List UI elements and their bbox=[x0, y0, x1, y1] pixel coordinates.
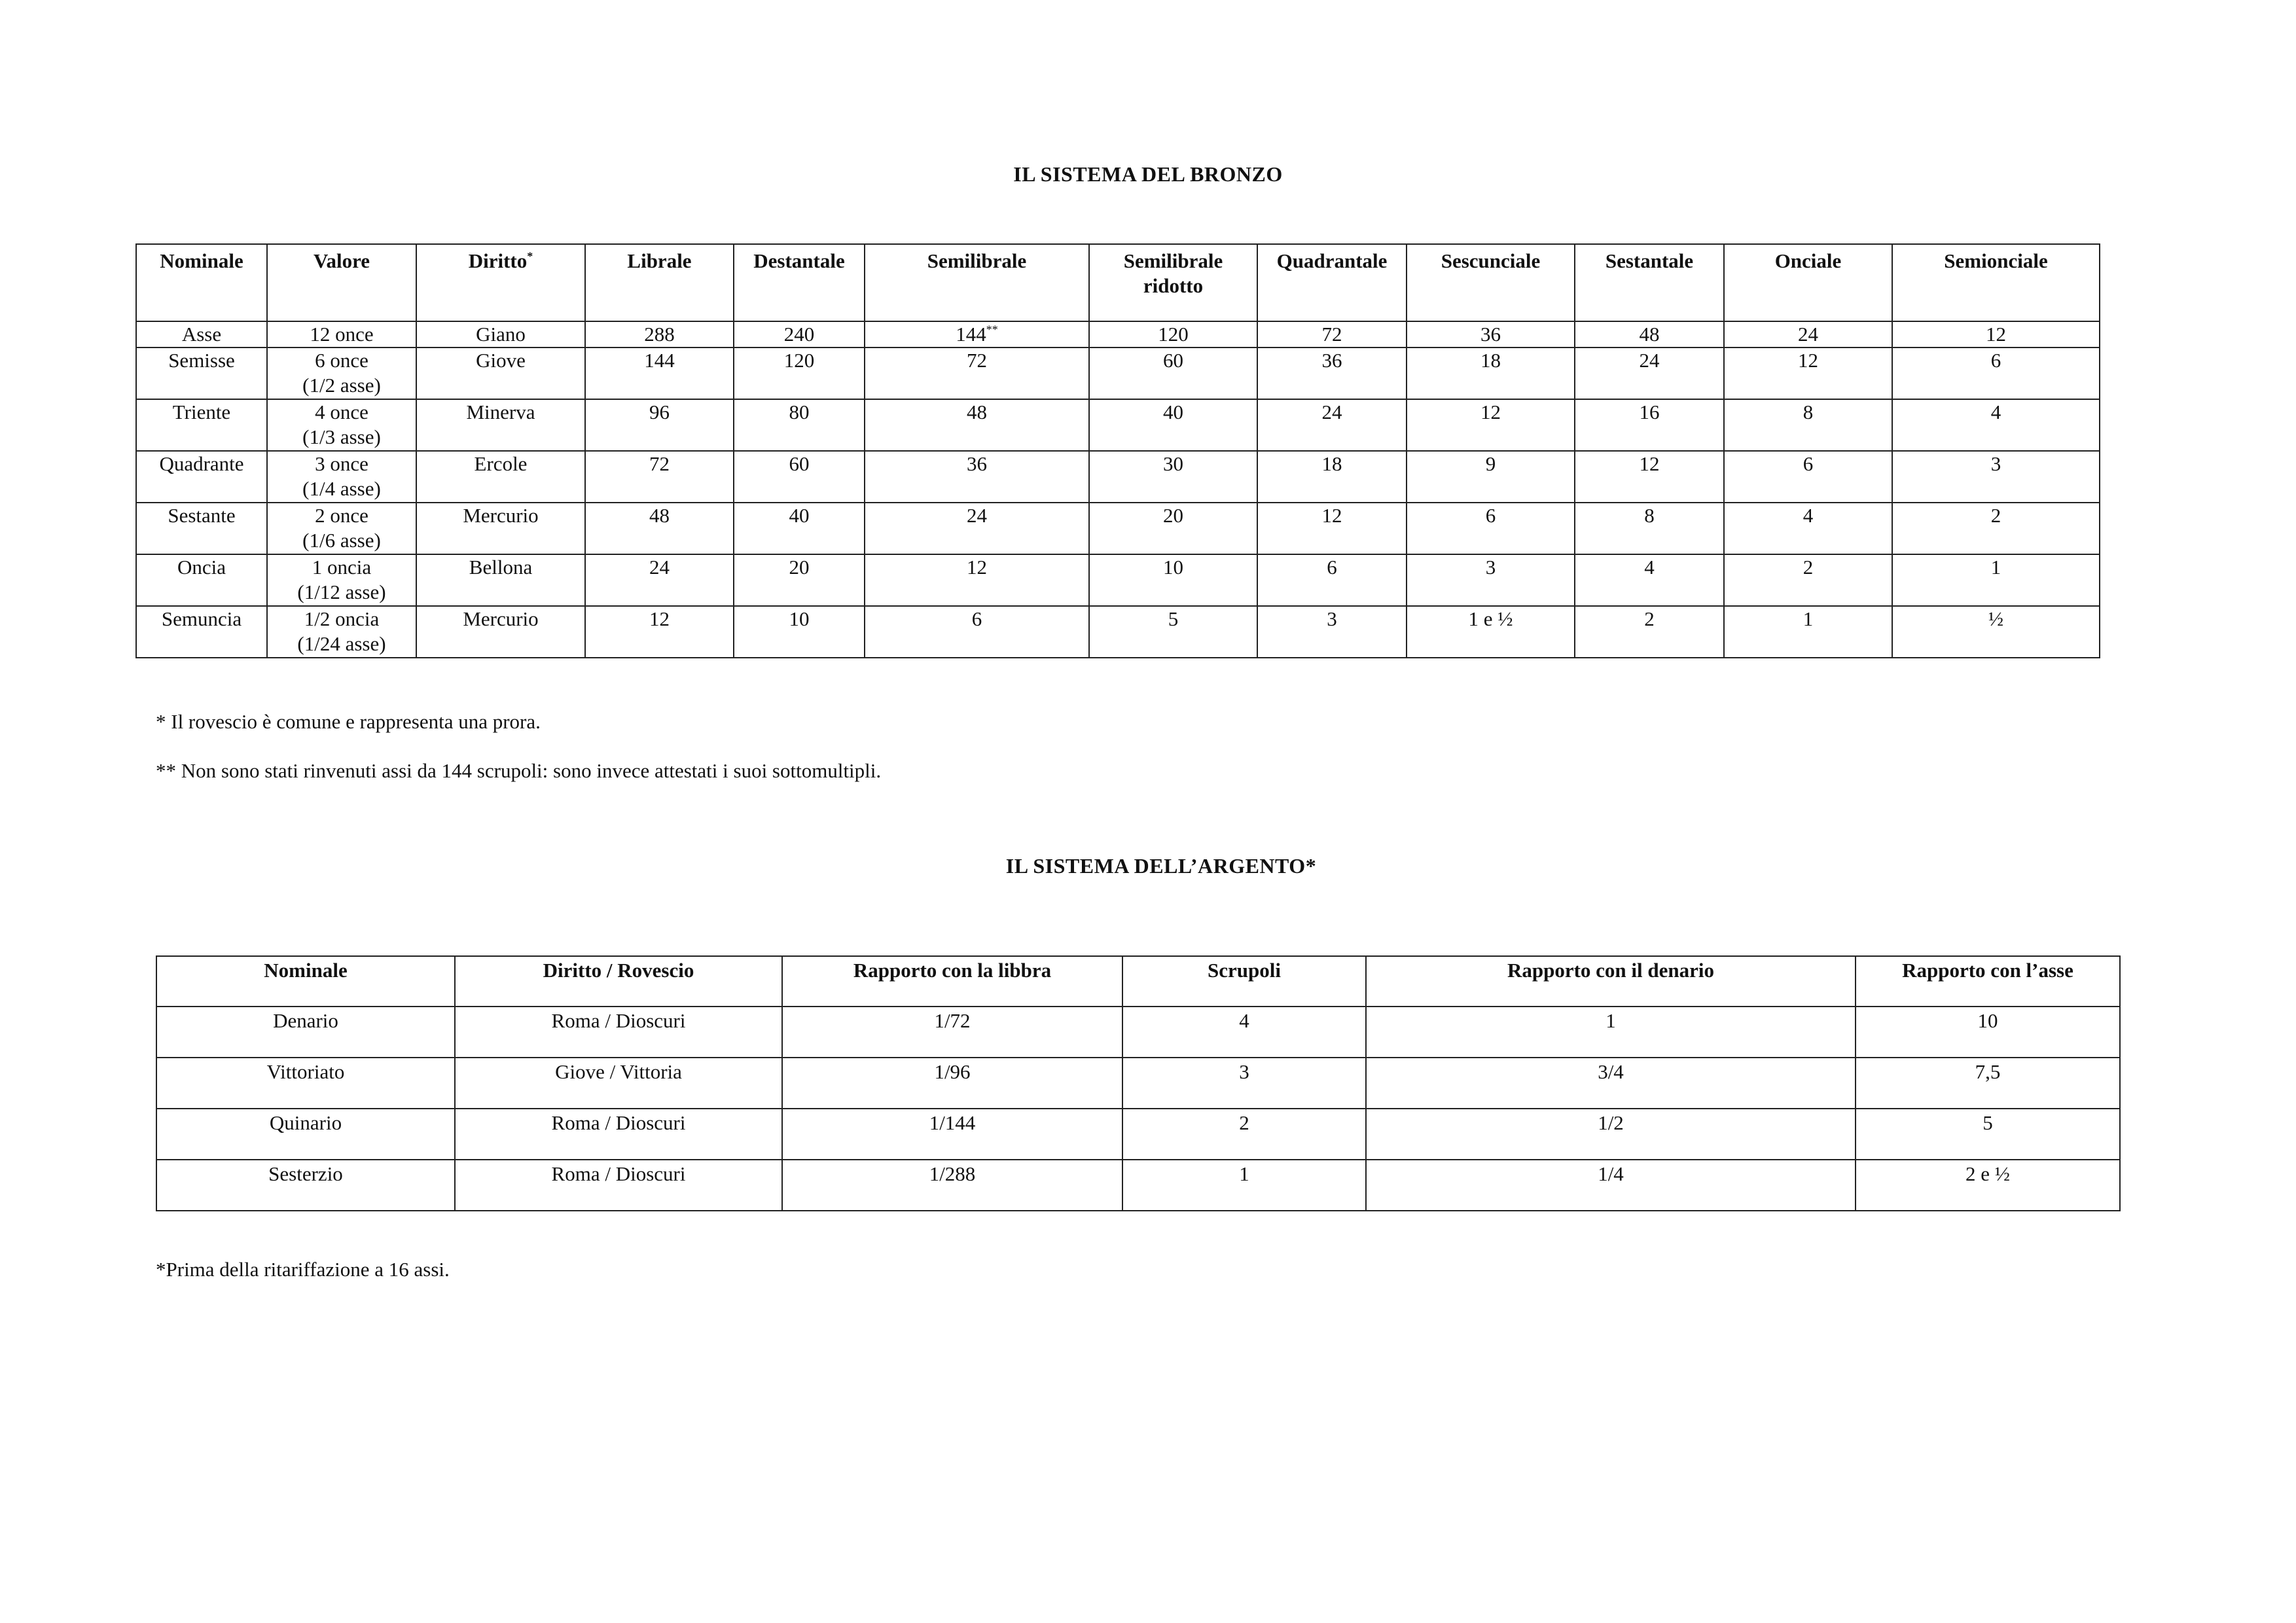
cell-quadrantale: 18 bbox=[1257, 451, 1407, 503]
cell-rapporto-asse: 5 bbox=[1856, 1109, 2120, 1160]
cell-sestantale: 2 bbox=[1575, 606, 1724, 658]
cell-semionciale: 3 bbox=[1892, 451, 2100, 503]
cell-semionciale: 1 bbox=[1892, 554, 2100, 606]
cell-scrupoli: 4 bbox=[1122, 1007, 1366, 1058]
cell-scrupoli: 3 bbox=[1122, 1058, 1366, 1109]
cell-valore-line1: 6 once bbox=[315, 349, 368, 372]
cell-sescunciale: 1 e ½ bbox=[1407, 606, 1575, 658]
header-destantale: Destantale bbox=[734, 244, 865, 321]
cell-quadrantale: 3 bbox=[1257, 606, 1407, 658]
cell-sescunciale: 18 bbox=[1407, 348, 1575, 399]
cell-semilibrale: 12 bbox=[865, 554, 1089, 606]
cell-semilibrale-ridotto: 120 bbox=[1089, 321, 1257, 348]
cell-valore-line1: 4 once bbox=[315, 401, 368, 423]
table-row bbox=[156, 1007, 2120, 1058]
header-quadrantale: Quadrantale bbox=[1257, 244, 1407, 321]
cell-rapporto-denario: 3/4 bbox=[1366, 1058, 1856, 1109]
cell-librale: 12 bbox=[585, 606, 734, 658]
header-diritto-label: Diritto bbox=[468, 249, 528, 272]
cell-quadrantale: 6 bbox=[1257, 554, 1407, 606]
cell-semilibrale: 36 bbox=[865, 451, 1089, 503]
cell-valore bbox=[267, 606, 416, 658]
cell-rapporto-denario: 1 bbox=[1366, 1007, 1856, 1058]
cell-rapporto-libbra: 1/96 bbox=[782, 1058, 1122, 1109]
cell-onciale: 6 bbox=[1724, 451, 1892, 503]
header-rapporto-asse: Rapporto con l’asse bbox=[1856, 956, 2120, 1007]
table-row bbox=[156, 1109, 2120, 1160]
footnote-mark: * bbox=[527, 249, 533, 263]
cell-sescunciale: 3 bbox=[1407, 554, 1575, 606]
table-row bbox=[156, 1160, 2120, 1211]
header-scrupoli: Scrupoli bbox=[1122, 956, 1366, 1007]
header-semilibrale: Semilibrale bbox=[865, 244, 1089, 321]
cell-valore-line1: 1 oncia bbox=[312, 556, 372, 579]
cell-scrupoli: 1 bbox=[1122, 1160, 1366, 1211]
footnote-144-scrupoli: ** Non sono stati rinvenuti assi da 144 scrupoli: sono invece attestati i suoi sottomultipli. bbox=[156, 759, 882, 782]
cell-valore bbox=[267, 451, 416, 503]
cell-semionciale: 12 bbox=[1892, 321, 2100, 348]
table-row bbox=[136, 503, 2100, 554]
cell-diritto: Bellona bbox=[416, 554, 585, 606]
bronze-system-table bbox=[135, 243, 2100, 658]
cell-semilibrale: 48 bbox=[865, 399, 1089, 451]
cell-rapporto-asse: 7,5 bbox=[1856, 1058, 2120, 1109]
cell-valore bbox=[267, 348, 416, 399]
header-nominale: Nominale bbox=[136, 244, 267, 321]
cell-semilibrale-value: 144 bbox=[956, 323, 986, 346]
cell-librale: 288 bbox=[585, 321, 734, 348]
cell-valore-line2: (1/6 asse) bbox=[302, 529, 381, 552]
cell-destantale: 40 bbox=[734, 503, 865, 554]
header-diritto bbox=[416, 244, 585, 321]
table-header-row bbox=[156, 956, 2120, 1007]
header-sestantale: Sestantale bbox=[1575, 244, 1724, 321]
cell-valore-line1: 1/2 oncia bbox=[304, 607, 380, 630]
table-row bbox=[136, 399, 2100, 451]
cell-destantale: 60 bbox=[734, 451, 865, 503]
cell-rapporto-asse: 10 bbox=[1856, 1007, 2120, 1058]
header-rapporto-libbra: Rapporto con la libbra bbox=[782, 956, 1122, 1007]
cell-onciale: 2 bbox=[1724, 554, 1892, 606]
silver-system-table bbox=[156, 955, 2121, 1211]
cell-destantale: 20 bbox=[734, 554, 865, 606]
cell-nominale: Semisse bbox=[136, 348, 267, 399]
cell-librale: 24 bbox=[585, 554, 734, 606]
header-semionciale: Semionciale bbox=[1892, 244, 2100, 321]
cell-destantale: 120 bbox=[734, 348, 865, 399]
table-header-row bbox=[136, 244, 2100, 321]
cell-quadrantale: 36 bbox=[1257, 348, 1407, 399]
cell-destantale: 80 bbox=[734, 399, 865, 451]
cell-rapporto-denario: 1/2 bbox=[1366, 1109, 1856, 1160]
cell-quadrantale: 72 bbox=[1257, 321, 1407, 348]
header-valore: Valore bbox=[267, 244, 416, 321]
cell-valore-line2: (1/2 asse) bbox=[302, 374, 381, 397]
cell-librale: 96 bbox=[585, 399, 734, 451]
cell-semilibrale: 24 bbox=[865, 503, 1089, 554]
cell-sescunciale: 6 bbox=[1407, 503, 1575, 554]
footnote-mark: ** bbox=[986, 323, 998, 336]
cell-sestantale: 8 bbox=[1575, 503, 1724, 554]
header-semilibrale-ridotto: Semilibrale ridotto bbox=[1089, 244, 1257, 321]
cell-diritto-rovescio: Roma / Dioscuri bbox=[455, 1160, 782, 1211]
cell-semilibrale-ridotto: 5 bbox=[1089, 606, 1257, 658]
cell-nominale: Quinario bbox=[156, 1109, 455, 1160]
cell-diritto: Ercole bbox=[416, 451, 585, 503]
table-row bbox=[136, 348, 2100, 399]
header-nominale: Nominale bbox=[156, 956, 455, 1007]
table-row bbox=[136, 451, 2100, 503]
cell-scrupoli: 2 bbox=[1122, 1109, 1366, 1160]
cell-onciale: 8 bbox=[1724, 399, 1892, 451]
cell-nominale: Triente bbox=[136, 399, 267, 451]
footnote-reverse: * Il rovescio è comune e rappresenta una prora. bbox=[156, 710, 541, 733]
cell-diritto: Giano bbox=[416, 321, 585, 348]
cell-onciale: 1 bbox=[1724, 606, 1892, 658]
cell-valore bbox=[267, 554, 416, 606]
cell-semilibrale-ridotto: 60 bbox=[1089, 348, 1257, 399]
cell-librale: 48 bbox=[585, 503, 734, 554]
cell-valore-line1: 2 once bbox=[315, 504, 368, 527]
cell-sestantale: 4 bbox=[1575, 554, 1724, 606]
cell-valore: 12 once bbox=[267, 321, 416, 348]
table-row bbox=[156, 1058, 2120, 1109]
cell-diritto: Mercurio bbox=[416, 606, 585, 658]
table-row bbox=[136, 321, 2100, 348]
cell-sestantale: 24 bbox=[1575, 348, 1724, 399]
cell-quadrantale: 24 bbox=[1257, 399, 1407, 451]
cell-diritto: Mercurio bbox=[416, 503, 585, 554]
table-row bbox=[136, 606, 2100, 658]
cell-sescunciale: 12 bbox=[1407, 399, 1575, 451]
cell-semionciale: 2 bbox=[1892, 503, 2100, 554]
cell-sestantale: 16 bbox=[1575, 399, 1724, 451]
cell-semionciale: 6 bbox=[1892, 348, 2100, 399]
cell-nominale: Vittoriato bbox=[156, 1058, 455, 1109]
cell-semilibrale bbox=[865, 321, 1089, 348]
cell-nominale: Sestante bbox=[136, 503, 267, 554]
header-onciale: Onciale bbox=[1724, 244, 1892, 321]
cell-diritto: Minerva bbox=[416, 399, 585, 451]
cell-diritto-rovescio: Roma / Dioscuri bbox=[455, 1007, 782, 1058]
cell-semilibrale-ridotto: 40 bbox=[1089, 399, 1257, 451]
cell-valore-line2: (1/4 asse) bbox=[302, 477, 381, 500]
cell-nominale: Asse bbox=[136, 321, 267, 348]
header-diritto-rovescio: Diritto / Rovescio bbox=[455, 956, 782, 1007]
cell-onciale: 12 bbox=[1724, 348, 1892, 399]
cell-semionciale: 4 bbox=[1892, 399, 2100, 451]
cell-onciale: 24 bbox=[1724, 321, 1892, 348]
cell-valore-line2: (1/12 asse) bbox=[297, 580, 386, 603]
cell-nominale: Semuncia bbox=[136, 606, 267, 658]
cell-rapporto-libbra: 1/144 bbox=[782, 1109, 1122, 1160]
cell-semilibrale-ridotto: 20 bbox=[1089, 503, 1257, 554]
cell-rapporto-libbra: 1/288 bbox=[782, 1160, 1122, 1211]
cell-rapporto-asse: 2 e ½ bbox=[1856, 1160, 2120, 1211]
header-librale: Librale bbox=[585, 244, 734, 321]
cell-semilibrale-ridotto: 10 bbox=[1089, 554, 1257, 606]
cell-diritto-rovescio: Roma / Dioscuri bbox=[455, 1109, 782, 1160]
cell-semilibrale: 72 bbox=[865, 348, 1089, 399]
cell-sestantale: 48 bbox=[1575, 321, 1724, 348]
cell-semilibrale-ridotto: 30 bbox=[1089, 451, 1257, 503]
cell-sestantale: 12 bbox=[1575, 451, 1724, 503]
cell-sescunciale: 36 bbox=[1407, 321, 1575, 348]
header-rapporto-denario: Rapporto con il denario bbox=[1366, 956, 1856, 1007]
cell-valore bbox=[267, 503, 416, 554]
cell-rapporto-libbra: 1/72 bbox=[782, 1007, 1122, 1058]
cell-valore-line2: (1/24 asse) bbox=[297, 632, 386, 655]
cell-librale: 72 bbox=[585, 451, 734, 503]
cell-nominale: Oncia bbox=[136, 554, 267, 606]
bronze-system-title: IL SISTEMA DEL BRONZO bbox=[1013, 162, 1283, 186]
cell-librale: 144 bbox=[585, 348, 734, 399]
cell-diritto-rovescio: Giove / Vittoria bbox=[455, 1058, 782, 1109]
cell-diritto: Giove bbox=[416, 348, 585, 399]
cell-valore bbox=[267, 399, 416, 451]
cell-destantale: 240 bbox=[734, 321, 865, 348]
cell-nominale: Denario bbox=[156, 1007, 455, 1058]
cell-valore-line2: (1/3 asse) bbox=[302, 425, 381, 448]
table-row bbox=[136, 554, 2100, 606]
cell-nominale: Sesterzio bbox=[156, 1160, 455, 1211]
cell-onciale: 4 bbox=[1724, 503, 1892, 554]
silver-system-title: IL SISTEMA DELL’ARGENTO* bbox=[1005, 854, 1317, 878]
cell-destantale: 10 bbox=[734, 606, 865, 658]
cell-semionciale: ½ bbox=[1892, 606, 2100, 658]
cell-quadrantale: 12 bbox=[1257, 503, 1407, 554]
cell-nominale: Quadrante bbox=[136, 451, 267, 503]
footnote-ritariffazione: *Prima della ritariffazione a 16 assi. bbox=[156, 1258, 450, 1281]
header-sescunciale: Sescunciale bbox=[1407, 244, 1575, 321]
cell-semilibrale: 6 bbox=[865, 606, 1089, 658]
cell-valore-line1: 3 once bbox=[315, 452, 368, 475]
cell-sescunciale: 9 bbox=[1407, 451, 1575, 503]
cell-rapporto-denario: 1/4 bbox=[1366, 1160, 1856, 1211]
